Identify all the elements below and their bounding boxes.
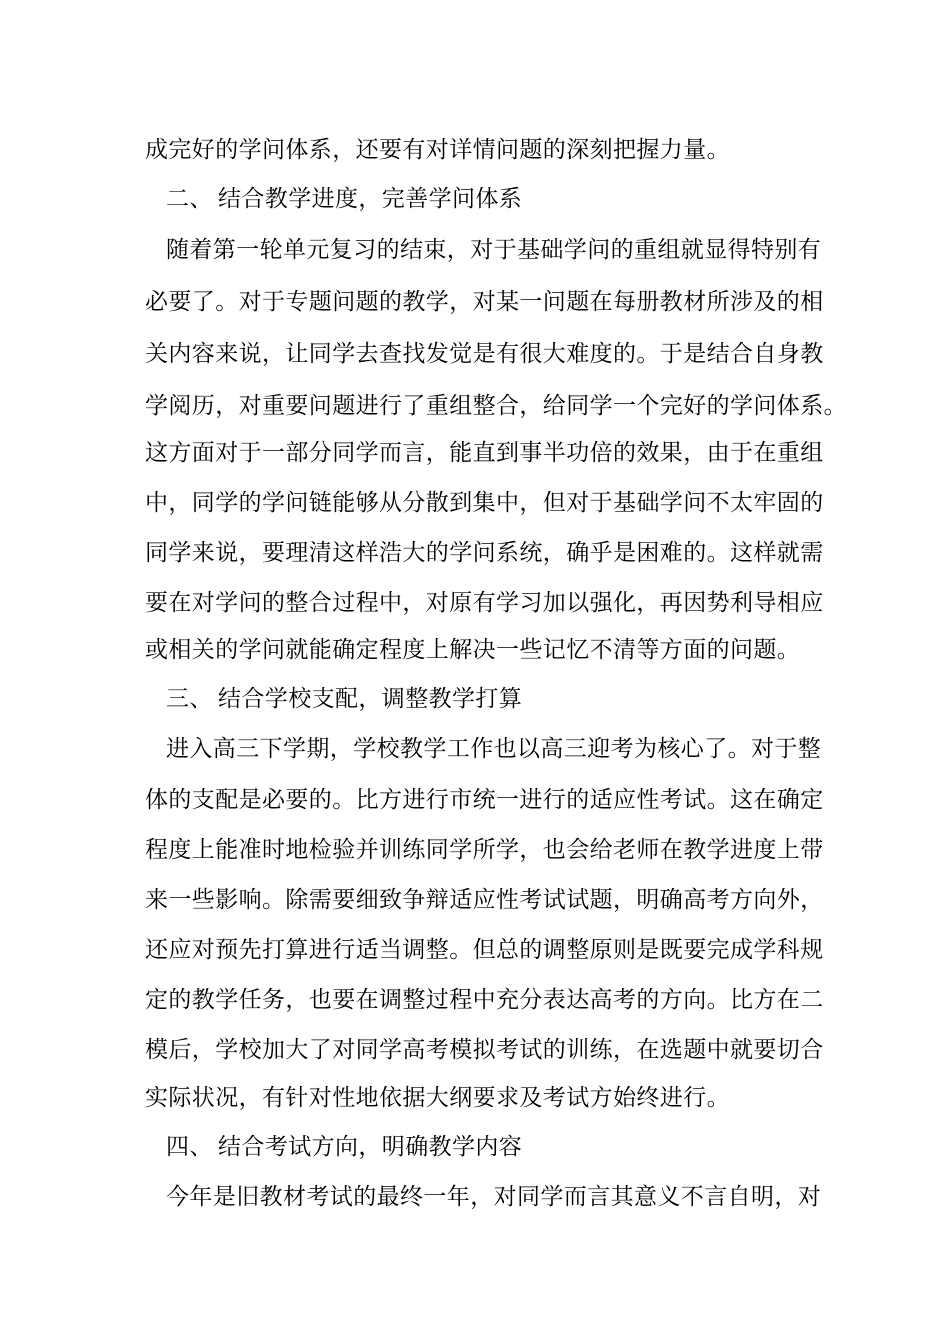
section-heading-2 [166, 183, 836, 215]
section-title: 结合学校支配，调整教学打算 [218, 686, 523, 712]
section-heading-3 [166, 683, 836, 715]
paragraph-line: 或相关的学问就能确定程度上解决一些记忆不清等方面的问题。 [145, 637, 801, 663]
paragraph-line: 程度上能准时地检验并训练同学所学，也会给老师在教学进度上带 [145, 837, 824, 863]
paragraph-line: 中，同学的学问链能够从分散到集中，但对于基础学问不太牢固的 [145, 490, 824, 516]
paragraph-line: 模后，学校加大了对同学高考模拟考试的训练，在选题中就要切合 [145, 1037, 824, 1063]
section-title: 结合考试方向，明确教学内容 [218, 1134, 523, 1160]
paragraph-line: 还应对预先打算进行适当调整。但总的调整原则是既要完成学科规 [145, 937, 824, 963]
paragraph-line: 学阅历，对重要问题进行了重组整合，给同学一个完好的学问体系。 [145, 393, 847, 419]
paragraph-line: 定的教学任务，也要在调整过程中充分表达高考的方向。比方在二 [145, 987, 824, 1013]
paragraph-line: 同学来说，要理清这样浩大的学问系统，确乎是困难的。这样就需 [145, 540, 824, 566]
section-title: 结合教学进度，完善学问体系 [218, 186, 523, 212]
paragraph-line: 随着第一轮单元复习的结束，对于基础学问的重组就显得特别有 [166, 237, 822, 263]
section-number: 四、 [166, 1134, 213, 1160]
section-number: 三、 [166, 686, 213, 712]
section-heading-4 [166, 1131, 836, 1163]
paragraph-line: 要在对学问的整合过程中，对原有学习加以强化，再因势利导相应 [145, 590, 824, 616]
paragraph-line: 成完好的学问体系，还要有对详情问题的深刻把握力量。 [145, 137, 730, 163]
section-number: 二、 [166, 186, 213, 212]
paragraph-line: 这方面对于一部分同学而言，能直到事半功倍的效果，由于在重组 [145, 440, 824, 466]
paragraph-line: 实际状况，有针对性地依据大纲要求及考试方始终进行。 [145, 1085, 730, 1111]
paragraph-line: 必要了。对于专题问题的教学，对某一问题在每册教材所涉及的相 [145, 289, 824, 315]
paragraph-line: 来一些影响。除需要细致争辩适应性考试试题，明确高考方向外， [145, 887, 824, 913]
paragraph-line: 今年是旧教材考试的最终一年，对同学而言其意义不言自明，对 [166, 1184, 822, 1210]
paragraph-line: 体的支配是必要的。比方进行市统一进行的适应性考试。这在确定 [145, 787, 824, 813]
paragraph-line: 进入高三下学期，学校教学工作也以高三迎考为核心了。对于整 [166, 736, 822, 762]
paragraph-line: 关内容来说，让同学去查找发觉是有很大难度的。于是结合自身教 [145, 341, 824, 367]
